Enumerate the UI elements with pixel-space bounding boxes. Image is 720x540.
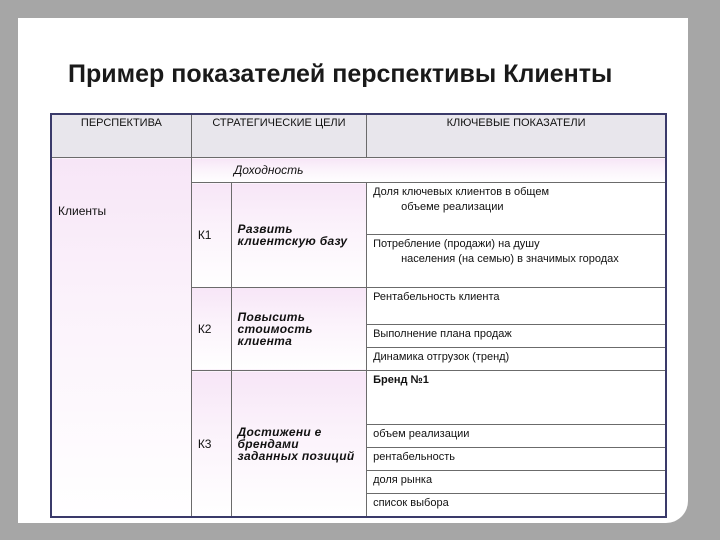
indicator-cell: Динамика отгрузок (тренд) bbox=[367, 348, 666, 371]
indicator-text-cont: населения (на семью) в значимых городах bbox=[401, 252, 619, 265]
goal-text: Развить клиентскую базу bbox=[231, 183, 367, 288]
indicator-text-cont: объеме реализации bbox=[401, 201, 504, 213]
column-header-perspective: ПЕРСПЕКТИВА bbox=[51, 114, 191, 158]
indicator-cell bbox=[367, 183, 666, 235]
indicator-text: Доля ключевых клиентов в общем bbox=[373, 186, 550, 198]
section-cell: Доходность bbox=[191, 158, 666, 183]
indicator-cell bbox=[367, 234, 666, 287]
indicator-cell: список выбора bbox=[367, 494, 666, 518]
table-row bbox=[51, 158, 666, 183]
indicator-cell: объем реализации bbox=[367, 425, 666, 448]
perspective-table bbox=[50, 113, 667, 518]
slide-title: Пример показателей перспективы Клиенты bbox=[68, 60, 613, 88]
table-header-row bbox=[51, 114, 666, 158]
perspective-cell: Клиенты bbox=[51, 158, 191, 518]
goal-text: Повысить стоимость клиента bbox=[231, 287, 367, 371]
indicator-cell: Выполнение плана продаж bbox=[367, 325, 666, 348]
indicator-cell: Рентабельность клиента bbox=[367, 287, 666, 325]
indicator-cell: рентабельность bbox=[367, 448, 666, 471]
goal-code: К2 bbox=[191, 287, 231, 371]
goal-text: Достижени е брендами заданных позиций bbox=[231, 371, 367, 517]
goal-code: К3 bbox=[191, 371, 231, 517]
indicator-cell: доля рынка bbox=[367, 471, 666, 494]
column-header-indicators: КЛЮЧЕВЫЕ ПОКАЗАТЕЛИ bbox=[367, 114, 666, 158]
indicator-cell: Бренд №1 bbox=[367, 371, 666, 425]
indicator-text: Потребление (продажи) на душу bbox=[373, 237, 540, 250]
column-header-goals: СТРАТЕГИЧЕСКИЕ ЦЕЛИ bbox=[191, 114, 366, 158]
goal-code: К1 bbox=[191, 183, 231, 288]
